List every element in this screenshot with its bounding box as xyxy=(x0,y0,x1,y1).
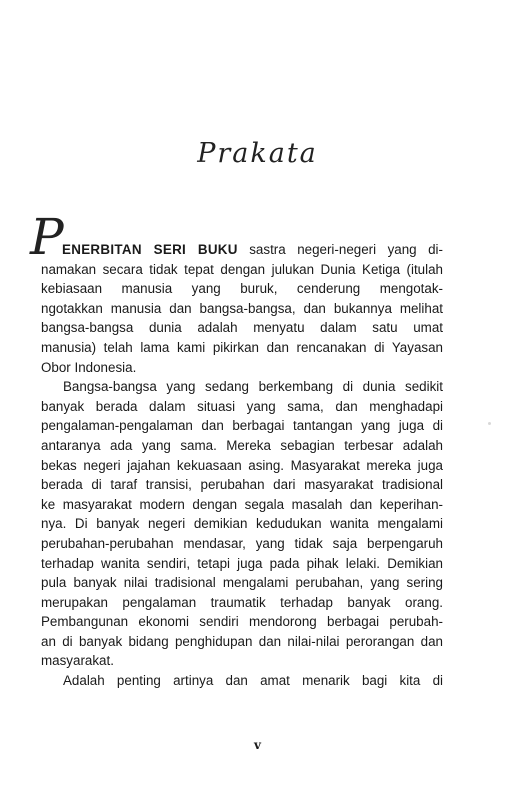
paragraph-2-line-13: an di banyak bidang penghidupan dan nilai-nilai perorangan dan xyxy=(41,633,443,649)
chapter-title: Prakata xyxy=(197,138,318,169)
paragraph-2-line-4: bekas negeri jajahan kekuasaan asing. Masyarakat mereka juga xyxy=(41,457,443,473)
paragraph-3-line-0: Adalah penting artinya dan amat menarik bagi kita di xyxy=(63,673,443,689)
paragraph-2-line-7: nya. Di banyak negeri demikian kedudukan wanita mengalami xyxy=(41,516,443,532)
paragraph-2-line-9: terhadap wanita sendiri, tetapi juga pada pihak lelaki. Demikian xyxy=(41,555,443,571)
paragraph-2-line-1: banyak berada dalam situasi yang sama, dan menghadapi xyxy=(41,398,443,414)
paragraph-1-line-0 xyxy=(41,240,443,260)
body-text xyxy=(41,240,443,691)
page-number: v xyxy=(254,738,261,752)
paragraph-2-line-8: perubahan-perubahan mendasar, yang tidak saja berpengaruh xyxy=(41,535,443,551)
paragraph-1 xyxy=(41,240,443,377)
paragraph-1-line-5: manusia) telah lama kami pikirkan dan rencanakan di Yayasan xyxy=(41,339,443,355)
paragraph-2-line-10: pula banyak nilai tradisional mengalami perubahan, yang sering xyxy=(41,575,443,591)
paragraph-1-line-1: namakan secara tidak tepat dengan julukan Dunia Ketiga (itulah xyxy=(41,261,443,277)
paragraph-2-line-12: Pembangunan ekonomi sendiri mendorong berbagai perubah- xyxy=(41,614,443,630)
paragraph-2-line-2: pengalaman-pengalaman dan berbagai tantangan yang juga di xyxy=(41,418,443,434)
paragraph-2-line-3: antaranya ada yang sama. Mereka sebagian terbesar adalah xyxy=(41,437,443,453)
drop-cap: P xyxy=(30,208,64,266)
paragraph-3 xyxy=(41,671,443,691)
lead-caps: ENERBITAN SERI BUKU xyxy=(62,242,238,257)
first-line-rest: sastra negeri-negeri yang di- xyxy=(249,242,443,257)
scan-speck xyxy=(488,422,491,425)
paragraph-2-line-6: ke masyarakat modern dengan segala masalah dan keperihan- xyxy=(41,496,443,512)
paragraph-2-line-0: Bangsa-bangsa yang sedang berkembang di dunia sedikit xyxy=(63,379,443,395)
paragraph-1-line-4: bangsa-bangsa dunia adalah menyatu dalam satu umat xyxy=(41,320,443,336)
paragraph-2-line-5: berada di taraf transisi, perubahan dari masyarakat tradisional xyxy=(41,477,443,493)
paragraph-1-line-6: Obor Indonesia. xyxy=(41,359,137,375)
paragraph-2-line-14: masyarakat. xyxy=(41,653,114,669)
paragraph-1-line-3: ngotakkan manusia dan bangsa-bangsa, dan bukannya melihat xyxy=(41,300,443,316)
paragraph-2-line-11: merupakan pengalaman traumatik terhadap banyak orang. xyxy=(41,594,443,610)
paragraph-1-line-2: kebiasaan manusia yang buruk, cenderung mengotak- xyxy=(41,281,443,297)
paragraph-2 xyxy=(41,377,443,671)
